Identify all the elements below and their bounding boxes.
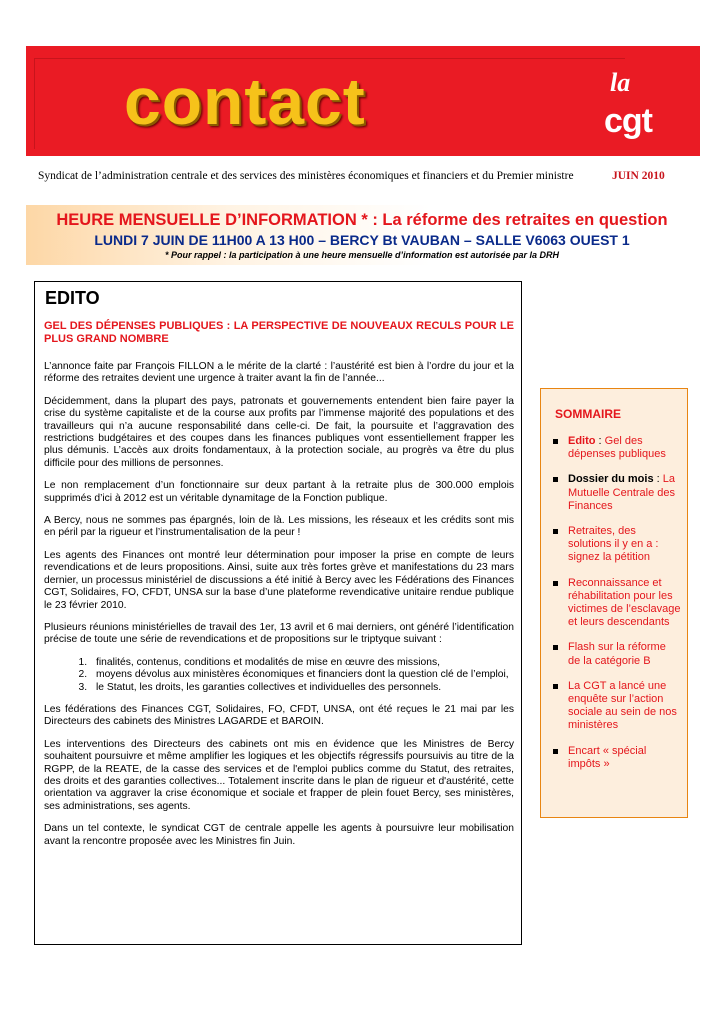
edito-paragraph: Dans un tel contexte, le syndicat CGT de centrale appelle les agents à poursuivre leur mobilisation avant la rencontre proposée avec les Ministres fin Juin. — [44, 823, 514, 847]
sommaire-box — [540, 388, 688, 818]
bullet-icon — [553, 749, 558, 754]
sommaire-item-text: Flash sur la réforme de la catégorie B — [568, 641, 666, 667]
sommaire-item-text: Retraites, des solutions il y en a : signez la pétition — [568, 525, 659, 564]
sommaire-item-lead: Dossier du mois — [568, 473, 654, 486]
edito-paragraph: A Bercy, nous ne sommes pas épargnés, loin de là. Les missions, les réseaux et les crédits sont mis en péril par la rigueur et l’instrumentalisation de la peur ! — [44, 515, 514, 539]
bullet-icon — [553, 684, 558, 689]
edito-headline: GEL DES DÉPENSES PUBLIQUES : LA PERSPECTIVE DE NOUVEAUX RECULS POUR LE PLUS GRAND NOMBRE — [44, 320, 514, 345]
triptych-item: 2. moyens dévolus aux ministères économiques et financiers dont la question clé de l’emploi, — [90, 669, 514, 681]
edito-paragraph: Les interventions des Directeurs des cabinets ont mis en évidence que les Ministres de Bercy souhaitent poursuivre et même amplifier les logiques et les objectifs régressifs poursuivis au titre de la RGPP, de la REATE, de la casse des services et de l'emploi publics comme du Statut, des retraites, des droits et des garanties collectives... Totalement inscrite dans le plan de rigueur et d'austérité, cette orientation va aggraver la crise économique et sociale et frapper de plein fouet Bercy, ses ministères, ses administrations, ses agents. — [44, 738, 514, 812]
union-subtitle: Syndicat de l’administration centrale et des services des ministères économiques et financiers et du Premier ministre — [38, 170, 574, 182]
sommaire-item-text: Reconnaissance et réhabilitation pour les victimes de l’esclavage et leurs descendants — [568, 576, 681, 629]
triptych-list — [44, 657, 514, 694]
bullet-icon — [553, 477, 558, 482]
sommaire-item-text: Encart « spécial impôts » — [568, 744, 647, 770]
edito-body — [44, 361, 514, 858]
edito-paragraph: Décidemment, dans la plupart des pays, patronats et gouvernements entendent bien faire payer la crise du système capitaliste et de la course aux profits par l’immense majorité des populations et des travailleurs qui n’a aucune responsabilité dans celle-ci. De fait, la poursuite et l’aggravation des restrictions budgétaires et des coupes dans les finances publiques vont essentiellement frapper les plus démunis. L’accès aux droits fondamentaux, à la protection sociale, au progrès va être du plus difficile pour des millions de personnes. — [44, 395, 514, 469]
sommaire-item-text: La Mutuelle Centrale des Finances — [568, 473, 676, 512]
issue-date: JUIN 2010 — [612, 170, 665, 182]
bullet-icon — [553, 439, 558, 444]
sommaire-item — [553, 577, 681, 630]
triptych-item: 3. le Statut, les droits, les garanties collectives et individuelles des personnels. — [90, 682, 514, 694]
sommaire-list — [553, 435, 681, 783]
sommaire-item-text: La CGT a lancé une enquête sur l’action sociale au sein de nos ministères — [568, 679, 677, 732]
edito-paragraph: Plusieurs réunions ministérielles de travail des 1er, 13 avril et 6 mai derniers, ont généré l’identification précise de toute une série de revendications et de propositions sur le triptyque suivant : — [44, 621, 514, 646]
edito-paragraph: Les agents des Finances ont montré leur détermination pour imposer la prise en compte de leurs revendications et de leurs propositions. Ainsi, suite aux très fortes grève et manifestations du 23 mars dernier, un processus ministériel de discussions a été initié à Bercy avec les Fédérations des Finances CGT, Solidaires, FO, CFDT, UNSA sur la base d’une plateforme revendicative unitaire rendue publique le 23 février 2010. — [44, 549, 514, 611]
info-title: HEURE MENSUELLE D’INFORMATION * : La réforme des retraites en question — [56, 211, 668, 229]
bullet-icon — [553, 529, 558, 534]
newsletter-title: contact — [124, 64, 366, 138]
sommaire-item — [553, 745, 681, 771]
triptych-item: 1. finalités, contenus, conditions et modalités de mise en œuvre des missions, — [90, 657, 514, 669]
sommaire-item — [553, 525, 681, 565]
edito-paragraph: Le non remplacement d’un fonctionnaire sur deux partant à la retraite plus de 300.000 emplois supprimés d’ici à 2012 est un véritable dynamitage de la Fonction publique. — [44, 480, 514, 504]
sommaire-item-separator: : — [653, 473, 663, 486]
sommaire-item — [553, 641, 681, 667]
sommaire-item — [553, 680, 681, 733]
sommaire-item — [553, 473, 681, 513]
sommaire-title: SOMMAIRE — [555, 407, 621, 421]
info-schedule: LUNDI 7 JUIN DE 11H00 A 13 H00 – BERCY Bt VAUBAN – SALLE V6063 OUEST 1 — [94, 232, 630, 248]
edito-paragraph: L’annonce faite par François FILLON a le mérite de la clarté : l’austérité est bien à l’ordre du jour et la réforme des retraites devient une urgence à traiter avant la fin de l’année... — [44, 361, 514, 385]
cgt-logo — [602, 68, 674, 148]
sommaire-item-text: Gel des dépenses publiques — [568, 435, 666, 461]
sommaire-item — [553, 435, 681, 461]
sommaire-item-lead: Edito — [568, 435, 596, 447]
info-note: * Pour rappel : la participation à une heure mensuelle d’information est autorisée par la DRH — [164, 250, 560, 260]
edito-title: EDITO — [45, 288, 100, 308]
logo-la: la — [610, 68, 631, 97]
bullet-icon — [553, 581, 558, 586]
bullet-icon — [553, 645, 558, 650]
edito-paragraph: Les fédérations des Finances CGT, Solidaires, FO, CFDT, UNSA, ont été reçues le 21 mai par les Directeurs des cabinets des Ministres LAGARDE et BAROIN. — [44, 703, 514, 728]
edito-box — [34, 281, 522, 945]
logo-cgt: cgt — [604, 102, 652, 140]
sommaire-item-separator: : — [595, 435, 605, 447]
